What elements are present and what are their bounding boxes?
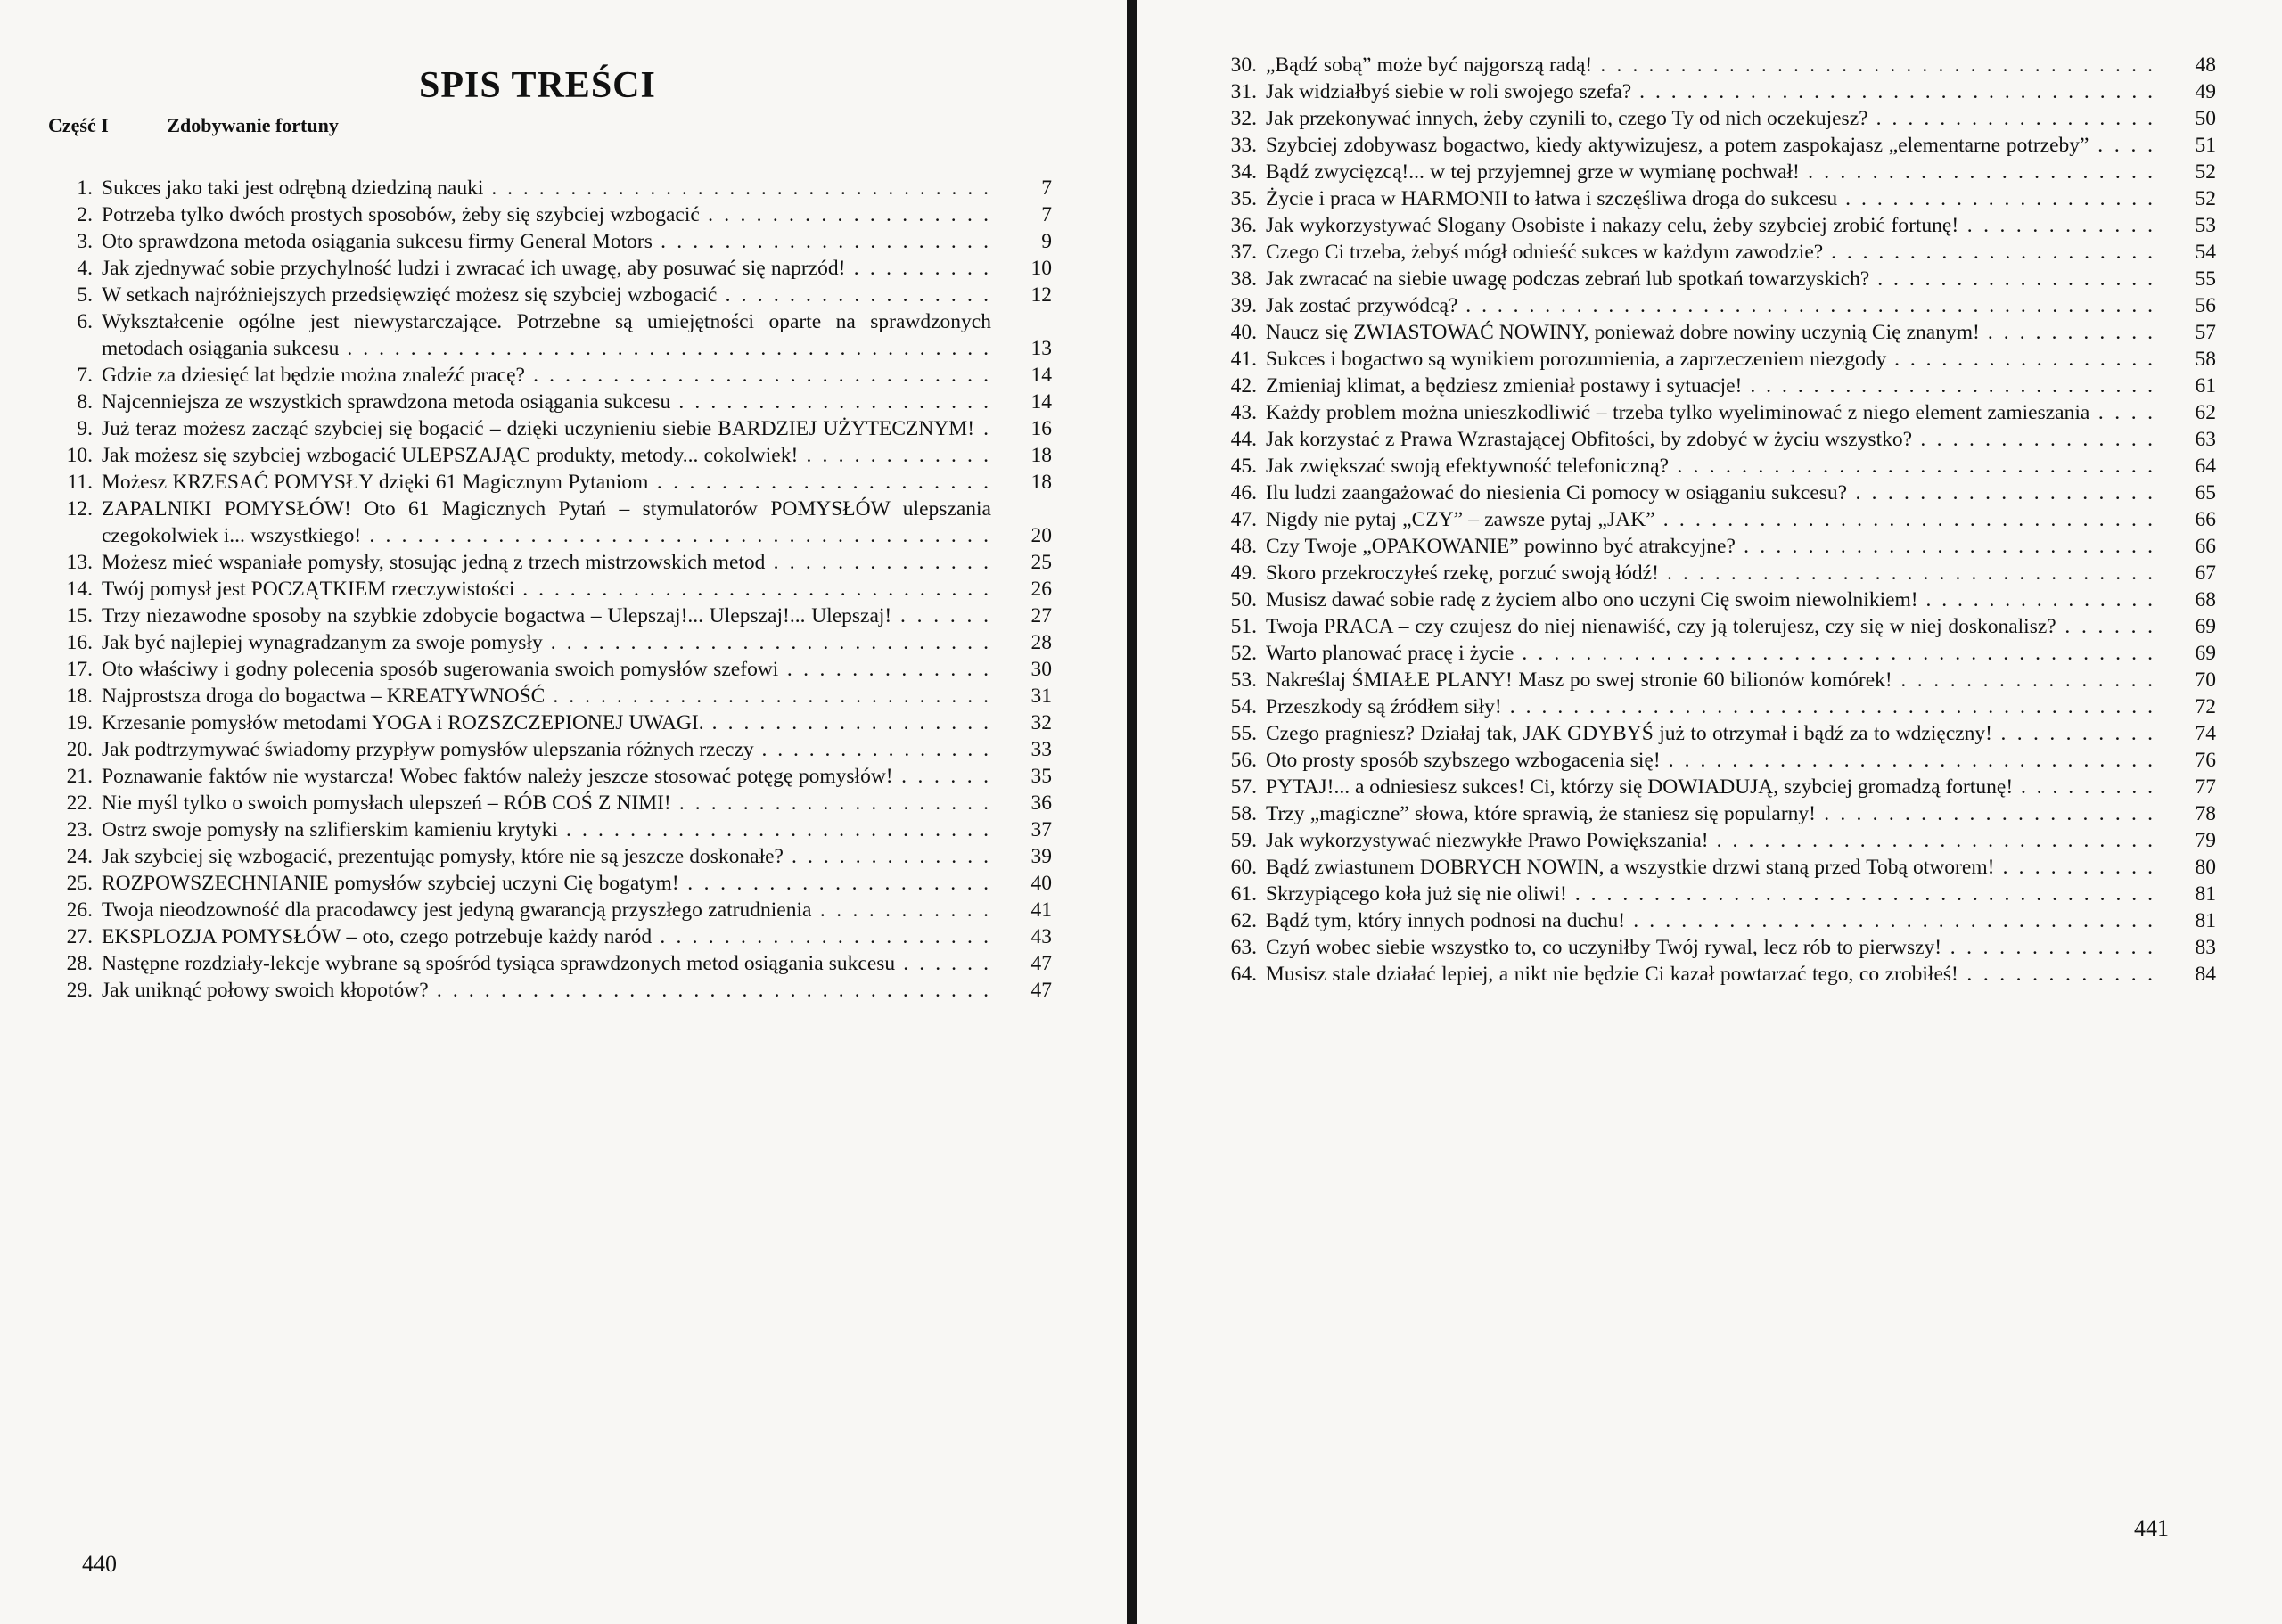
toc-entry (1212, 132, 2216, 159)
toc-entry-page: 14 (1030, 390, 1052, 414)
toc-entry-page: 26 (1030, 578, 1052, 601)
toc-entry-title: Skrzypiącego koła już się nie oliwi! . . . (1266, 881, 2155, 907)
toc-entry-number: 27. (66, 925, 93, 948)
toc-entry-page: 55 (2195, 267, 2216, 291)
toc-entry-title: Czy Twoje „OPAKOWANIE” powinno być atrakcyjne? . . . (1266, 533, 2155, 560)
toc-entry-title: Czyń wobec siebie wszystko to, co uczyniłby Twój rywal, lecz rób to pierwszy! . . . (1266, 934, 2155, 961)
toc-entry-page: 57 (2195, 321, 2216, 344)
toc-entry-title: Jak możesz się szybciej wzbogacić ULEPSZAJĄC produkty, metody... cokolwiek! . . . (102, 442, 991, 469)
toc-entry-title: Jak wykorzystywać niezwykłe Prawo Powiększania! . . . (1266, 827, 2155, 854)
toc-entry-page: 7 (1041, 203, 1052, 226)
toc-entry-title: Potrzeba tylko dwóch prostych sposobów, żeby się szybciej wzbogacić . . . (102, 201, 991, 228)
toc-entry-number: 59. (1230, 829, 1257, 852)
toc-entry-title: Skoro przekroczyłeś rzekę, porzuć swoją łódź! . . . (1266, 560, 2155, 586)
toc-entry (48, 255, 1052, 282)
toc-entry-title: Bądź tym, który innych podnosi na duchu! . . . (1266, 907, 2155, 934)
toc-entry-page: 50 (2195, 107, 2216, 130)
toc-entry-number: 38. (1230, 267, 1257, 291)
toc-entry-number: 5. (77, 283, 93, 307)
toc-entry-page: 10 (1030, 257, 1052, 280)
toc-entry (1212, 640, 2216, 667)
toc-entry-page: 81 (2195, 909, 2216, 932)
toc-entry (1212, 586, 2216, 613)
toc-entry (1212, 774, 2216, 800)
toc-entry-number: 28. (66, 952, 93, 975)
toc-entry-page: 47 (1030, 952, 1052, 975)
toc-entry-page: 49 (2195, 80, 2216, 103)
toc-entry (1212, 159, 2216, 185)
part-title: Zdobywanie fortuny (167, 114, 339, 136)
toc-entry-number: 12. (66, 497, 93, 521)
toc-entry-page: 28 (1030, 631, 1052, 654)
toc-entry-number: 19. (66, 711, 93, 734)
toc-entry (1212, 827, 2216, 854)
toc-entry-title: Jak uniknąć połowy swoich kłopotów? . . . (102, 977, 991, 1004)
toc-entry-title: Oto właściwy i godny polecenia sposób sugerowania swoich pomysłów szefowi . . . (102, 656, 991, 683)
toc-entry (48, 763, 1052, 790)
toc-entry-title: Czego Ci trzeba, żebyś mógł odnieść sukces w każdym zawodzie? . . . (1266, 239, 2155, 266)
toc-entry-number: 62. (1230, 909, 1257, 932)
toc-entry-page: 39 (1030, 845, 1052, 868)
toc-entry-title: Naucz się ZWIASTOWAĆ NOWINY, ponieważ dobre nowiny uczynią Cię znanym! . . . (1266, 319, 2155, 346)
toc-entry-page: 47 (1030, 979, 1052, 1002)
toc-entry-title: Jak korzystać z Prawa Wzrastającej Obfitości, by zdobyć w życiu wszystko? . . . (1266, 426, 2155, 453)
toc-entry-title: Najprostsza droga do bogactwa – KREATYWNOŚĆ . . . (102, 683, 991, 709)
page-number-right: 441 (2134, 1515, 2169, 1541)
toc-entry-page: 13 (1030, 337, 1052, 360)
toc-entry-number: 29. (66, 979, 93, 1002)
toc-entry-page: 79 (2195, 829, 2216, 852)
toc-entry (1212, 961, 2216, 988)
toc-entry (1212, 319, 2216, 346)
toc-entry-page: 51 (2195, 134, 2216, 157)
toc-entry (48, 442, 1052, 469)
toc-entry-page: 31 (1030, 685, 1052, 708)
toc-entry-page: 66 (2195, 535, 2216, 558)
toc-entry-title: Trzy niezawodne sposoby na szybkie zdobycie bogactwa – Ulepszaj!... Ulepszaj!... Ulepszaj! . . . (102, 603, 991, 629)
toc-entry-page: 20 (1030, 524, 1052, 547)
toc-entry-page: 83 (2195, 936, 2216, 959)
toc-entry-number: 14. (66, 578, 93, 601)
toc-entry-number: 42. (1230, 374, 1257, 398)
toc-entry (1212, 693, 2216, 720)
toc-entry (1212, 453, 2216, 480)
toc-entry-number: 54. (1230, 695, 1257, 718)
toc-entry-number: 35. (1230, 187, 1257, 210)
toc-entry-title: Nigdy nie pytaj „CZY” – zawsze pytaj „JAK” . . . (1266, 506, 2155, 533)
part-header (48, 114, 339, 137)
toc-entry (1212, 426, 2216, 453)
toc-entry-number: 32. (1230, 107, 1257, 130)
toc-entry-title: Jak zostać przywódcą? . . . (1266, 292, 2155, 319)
toc-entry (1212, 854, 2216, 881)
toc-entry (48, 816, 1052, 843)
page-title: SPIS TREŚCI (419, 65, 656, 106)
toc-entry (48, 870, 1052, 897)
toc-entry-number: 64. (1230, 963, 1257, 986)
toc-entry (48, 656, 1052, 683)
toc-entry (48, 923, 1052, 950)
toc-entry-number: 51. (1230, 615, 1257, 638)
toc-entry-title: Twoja PRACA – czy czujesz do niej nienawiść, czy ją tolerujesz, czy się w niej doskonalisz? . . . (1266, 613, 2155, 640)
toc-entry-title: Gdzie za dziesięć lat będzie można znaleźć pracę? . . . (102, 362, 991, 389)
toc-entry-page: 37 (1030, 818, 1052, 841)
toc-entry (1212, 78, 2216, 105)
toc-entry-page: 54 (2195, 241, 2216, 264)
toc-entry-number: 20. (66, 738, 93, 761)
toc-entry-title: Jak wykorzystywać Slogany Osobiste i nakazy celu, żeby szybciej zrobić fortunę! . . . (1266, 212, 2155, 239)
toc-entry-number: 63. (1230, 936, 1257, 959)
toc-entry-page: 41 (1030, 898, 1052, 922)
toc-entry-title: Jak zwiększać swoją efektywność telefoniczną? . . . (1266, 453, 2155, 480)
toc-entry-number: 16. (66, 631, 93, 654)
toc-entry-title: Przeszkody są źródłem siły! . . . (1266, 693, 2155, 720)
toc-entry-page: 61 (2195, 374, 2216, 398)
toc-entry-page: 27 (1030, 604, 1052, 627)
toc-entry (1212, 881, 2216, 907)
toc-entry-title: Najcenniejsza ze wszystkich sprawdzona metoda osiągania sukcesu . . . (102, 389, 991, 415)
toc-entry-title: Trzy „magiczne” słowa, które sprawią, że staniesz się popularny! . . . (1266, 800, 2155, 827)
toc-entry-number: 44. (1230, 428, 1257, 451)
toc-entry-page: 25 (1030, 551, 1052, 574)
toc-entry-title: Jak przekonywać innych, żeby czynili to, czego Ty od nich oczekujesz? . . . (1266, 105, 2155, 132)
toc-entry-number: 18. (66, 685, 93, 708)
toc-entry-number: 33. (1230, 134, 1257, 157)
toc-entry-title: Jak szybciej się wzbogacić, prezentując pomysły, które nie są jeszcze doskonałe? . . . (102, 843, 991, 870)
toc-entry-number: 56. (1230, 749, 1257, 772)
part-label: Część I (48, 114, 109, 136)
toc-entry-title: ROZPOWSZECHNIANIE pomysłów szybciej uczyni Cię bogatym! . . . (102, 870, 991, 897)
toc-entry-page: 68 (2195, 588, 2216, 611)
toc-entry (1212, 480, 2216, 506)
toc-entry-title: Nakreślaj ŚMIAŁE PLANY! Masz po swej stronie 60 bilionów komórek! . . . (1266, 667, 2155, 693)
page-number-left: 440 (82, 1551, 117, 1577)
toc-entry (48, 790, 1052, 816)
toc-entry-number: 40. (1230, 321, 1257, 344)
toc-entry-title: Sukces jako taki jest odrębną dziedziną nauki . . . (102, 175, 991, 201)
toc-entry-number: 45. (1230, 455, 1257, 478)
toc-entry (1212, 934, 2216, 961)
toc-entry-number: 52. (1230, 642, 1257, 665)
toc-entry-page: 74 (2195, 722, 2216, 745)
toc-entry-page: 36 (1030, 791, 1052, 815)
toc-entries-right (1212, 52, 2216, 988)
toc-entry-title: Oto sprawdzona metoda osiągania sukcesu firmy General Motors . . . (102, 228, 991, 255)
toc-entry (1212, 800, 2216, 827)
toc-entry-page: 66 (2195, 508, 2216, 531)
toc-entry-number: 46. (1230, 481, 1257, 504)
toc-entry-title: Ostrz swoje pomysły na szlifierskim kamieniu krytyki . . . (102, 816, 991, 843)
toc-entry-title: Bądź zwiastunem DOBRYCH NOWIN, a wszystkie drzwi staną przed Tobą otworem! . . . (1266, 854, 2155, 881)
toc-entry (48, 282, 1052, 308)
toc-entry-number: 24. (66, 845, 93, 868)
toc-entry (1212, 185, 2216, 212)
toc-entry-number: 30. (1230, 53, 1257, 77)
toc-entry-number: 13. (66, 551, 93, 574)
toc-entry-page: 32 (1030, 711, 1052, 734)
toc-entry (1212, 373, 2216, 399)
toc-entry (48, 897, 1052, 923)
book-gutter (1127, 0, 1137, 1624)
toc-entry-number: 25. (66, 872, 93, 895)
toc-entry-title: „Bądź sobą” może być najgorszą radą! . . . (1266, 52, 2155, 78)
toc-entry-page: 35 (1030, 765, 1052, 788)
toc-entry (1212, 667, 2216, 693)
toc-entry-title: PYTAJ!... a odniesiesz sukces! Ci, którzy się DOWIADUJĄ, szybciej gromadzą fortunę! . . . (1266, 774, 2155, 800)
toc-entry-number: 61. (1230, 882, 1257, 906)
toc-entry (48, 362, 1052, 389)
toc-entry-title: Następne rozdziały-lekcje wybrane są spośród tysiąca sprawdzonych metod osiągania sukcesu . . . (102, 950, 991, 977)
toc-entry-number: 7. (77, 364, 93, 387)
toc-entry-page: 7 (1041, 176, 1052, 200)
toc-entry-title: Jak zjednywać sobie przychylność ludzi i zwracać ich uwagę, aby posuwać się naprzód! . . . (102, 255, 991, 282)
toc-entry-title: Poznawanie faktów nie wystarcza! Wobec faktów należy jeszcze stosować potęgę pomysłów! . . . (102, 763, 991, 790)
toc-entry-page: 16 (1030, 417, 1052, 440)
toc-entry-title: Warto planować pracę i życie . . . (1266, 640, 2155, 667)
toc-entry-number: 23. (66, 818, 93, 841)
toc-entry-number: 22. (66, 791, 93, 815)
toc-entry (48, 603, 1052, 629)
toc-entry-title: Oto prosty sposób szybszego wzbogacenia się! . . . (1266, 747, 2155, 774)
toc-entry (1212, 105, 2216, 132)
toc-entry (48, 709, 1052, 736)
toc-entry-number: 2. (77, 203, 93, 226)
toc-entry (1212, 720, 2216, 747)
toc-entry-page: 70 (2195, 668, 2216, 692)
toc-entry-page: 14 (1030, 364, 1052, 387)
toc-entry-title: Życie i praca w HARMONII to łatwa i szczęśliwa droga do sukcesu . . . (1266, 185, 2155, 212)
toc-entry-page: 72 (2195, 695, 2216, 718)
toc-entry-page: 40 (1030, 872, 1052, 895)
toc-entry (1212, 292, 2216, 319)
toc-entry-number: 57. (1230, 775, 1257, 799)
toc-entries-left (48, 175, 1052, 1004)
toc-entry-page: 80 (2195, 856, 2216, 879)
toc-entry (1212, 747, 2216, 774)
toc-entry-number: 49. (1230, 562, 1257, 585)
toc-entry-number: 47. (1230, 508, 1257, 531)
toc-entry-title: Wykształcenie ogólne jest niewystarczające. Potrzebne są umiejętności oparte na sprawdzonych metodach osiągania sukcesu . . . (102, 308, 991, 362)
toc-entry-page: 76 (2195, 749, 2216, 772)
toc-entry-page: 18 (1030, 444, 1052, 467)
toc-entry (1212, 506, 2216, 533)
toc-entry-page: 78 (2195, 802, 2216, 825)
toc-entry-title: Musisz dawać sobie radę z życiem albo ono uczyni Cię swoim niewolnikiem! . . . (1266, 586, 2155, 613)
toc-entry-title: Twoja nieodzowność dla pracodawcy jest jedyną gwarancją przyszłego zatrudnienia . . . (102, 897, 991, 923)
toc-entry-title: Możesz mieć wspaniałe pomysły, stosując jedną z trzech mistrzowskich metod . . . (102, 549, 991, 576)
toc-entry-title: Musisz stale działać lepiej, a nikt nie będzie Ci kazał powtarzać tego, co zrobiłeś! . . . (1266, 961, 2155, 988)
toc-entry (48, 683, 1052, 709)
toc-entry-page: 30 (1030, 658, 1052, 681)
toc-entry-title: Krzesanie pomysłów metodami YOGA i ROZSZCZEPIONEJ UWAGI. . . . (102, 709, 991, 736)
toc-entry (48, 950, 1052, 977)
toc-entry-page: 62 (2195, 401, 2216, 424)
toc-entry (48, 175, 1052, 201)
toc-entry-number: 41. (1230, 348, 1257, 371)
toc-entry (48, 629, 1052, 656)
toc-entry-title: Bądź zwycięzcą!... w tej przyjemnej grze w wymianę pochwał! . . . (1266, 159, 2155, 185)
toc-entry-number: 8. (77, 390, 93, 414)
toc-entry-number: 3. (77, 230, 93, 253)
toc-entry-number: 39. (1230, 294, 1257, 317)
toc-entry-number: 60. (1230, 856, 1257, 879)
toc-entry (1212, 907, 2216, 934)
toc-entry (1212, 560, 2216, 586)
toc-entry-number: 15. (66, 604, 93, 627)
toc-entry (48, 576, 1052, 603)
toc-entry (48, 228, 1052, 255)
toc-entry-title: W setkach najróżniejszych przedsięwzięć możesz się szybciej wzbogacić . . . (102, 282, 991, 308)
toc-entry-title: Jak być najlepiej wynagradzanym za swoje pomysły . . . (102, 629, 991, 656)
toc-entry-title: Już teraz możesz zacząć szybciej się bogacić – dzięki uczynieniu siebie BARDZIEJ UŻYTECZNYM! . . . (102, 415, 991, 442)
toc-entry-number: 55. (1230, 722, 1257, 745)
toc-entry (48, 308, 1052, 362)
toc-entry-number: 4. (77, 257, 93, 280)
toc-entry-title: Zmieniaj klimat, a będziesz zmieniał postawy i sytuacje! . . . (1266, 373, 2155, 399)
toc-entry-page: 67 (2195, 562, 2216, 585)
toc-entry-page: 18 (1030, 471, 1052, 494)
toc-entry-page: 9 (1041, 230, 1052, 253)
toc-entry-title: Jak widziałbyś siebie w roli swojego szefa? . . . (1266, 78, 2155, 105)
toc-entry (1212, 533, 2216, 560)
toc-entry (48, 977, 1052, 1004)
toc-entry-page: 48 (2195, 53, 2216, 77)
toc-entry-page: 12 (1030, 283, 1052, 307)
toc-entry (1212, 52, 2216, 78)
toc-entry-title: Czego pragniesz? Działaj tak, JAK GDYBYŚ już to otrzymał i bądź za to wdzięczny! . . . (1266, 720, 2155, 747)
toc-entry-page: 81 (2195, 882, 2216, 906)
toc-entry-number: 11. (67, 471, 93, 494)
toc-entry-title: ZAPALNIKI POMYSŁÓW! Oto 61 Magicznych Pytań – stymulatorów POMYSŁÓW ulepszania czegokolwiek i... wszystkiego! . . . (102, 496, 991, 549)
toc-entry-number: 48. (1230, 535, 1257, 558)
toc-entry-number: 58. (1230, 802, 1257, 825)
toc-entry-title: Sukces i bogactwo są wynikiem porozumienia, a zaprzeczeniem niezgody . . . (1266, 346, 2155, 373)
toc-entry (1212, 239, 2216, 266)
toc-entry-page: 64 (2195, 455, 2216, 478)
toc-entry (1212, 266, 2216, 292)
toc-entry-page: 69 (2195, 615, 2216, 638)
toc-entry-number: 21. (66, 765, 93, 788)
toc-entry-page: 65 (2195, 481, 2216, 504)
toc-entry-number: 17. (66, 658, 93, 681)
toc-entry-title: Ilu ludzi zaangażować do niesienia Ci pomocy w osiąganiu sukcesu? . . . (1266, 480, 2155, 506)
toc-entry-number: 26. (66, 898, 93, 922)
toc-entry (48, 843, 1052, 870)
toc-entry-title: Każdy problem można unieszkodliwić – trzeba tylko wyeliminować z niego element zamieszania . . . (1266, 399, 2155, 426)
toc-entry-page: 69 (2195, 642, 2216, 665)
toc-entry-page: 56 (2195, 294, 2216, 317)
right-page (1137, 0, 2282, 1624)
toc-entry-number: 43. (1230, 401, 1257, 424)
toc-entry (48, 415, 1052, 442)
toc-entry (48, 496, 1052, 549)
toc-entry-page: 58 (2195, 348, 2216, 371)
toc-entry-page: 33 (1030, 738, 1052, 761)
toc-entry-page: 63 (2195, 428, 2216, 451)
left-page (0, 0, 1127, 1624)
toc-entry-title: Możesz KRZESAĆ POMYSŁY dzięki 61 Magicznym Pytaniom . . . (102, 469, 991, 496)
toc-entry-number: 34. (1230, 160, 1257, 184)
toc-entry-number: 31. (1230, 80, 1257, 103)
toc-entry (48, 469, 1052, 496)
toc-entry-number: 37. (1230, 241, 1257, 264)
toc-entry-number: 1. (77, 176, 93, 200)
toc-entry (1212, 399, 2216, 426)
toc-entry-number: 10. (66, 444, 93, 467)
toc-entry-page: 53 (2195, 214, 2216, 237)
toc-entry-page: 84 (2195, 963, 2216, 986)
toc-entry-title: Szybciej zdobywasz bogactwo, kiedy aktywizujesz, a potem zaspokajasz „elementarne potrzeby” . . . (1266, 132, 2155, 159)
toc-entry-title: EKSPLOZJA POMYSŁÓW – oto, czego potrzebuje każdy naród . . . (102, 923, 991, 950)
toc-entry-number: 6. (77, 310, 93, 333)
toc-entry (48, 549, 1052, 576)
toc-entry-page: 43 (1030, 925, 1052, 948)
toc-entry-title: Twój pomysł jest POCZĄTKIEM rzeczywistości . . . (102, 576, 991, 603)
toc-entry-number: 50. (1230, 588, 1257, 611)
toc-entry-number: 36. (1230, 214, 1257, 237)
toc-entry-page: 52 (2195, 160, 2216, 184)
toc-entry (48, 201, 1052, 228)
toc-entry-number: 53. (1230, 668, 1257, 692)
toc-entry-page: 77 (2195, 775, 2216, 799)
toc-entry-title: Jak zwracać na siebie uwagę podczas zebrań lub spotkań towarzyskich? . . . (1266, 266, 2155, 292)
toc-entry-page: 52 (2195, 187, 2216, 210)
toc-entry-title: Nie myśl tylko o swoich pomysłach ulepszeń – RÓB COŚ Z NIMI! . . . (102, 790, 991, 816)
toc-entry (48, 736, 1052, 763)
toc-entry-number: 9. (77, 417, 93, 440)
toc-entry (1212, 613, 2216, 640)
toc-entry (1212, 346, 2216, 373)
toc-entry-title: Jak podtrzymywać świadomy przypływ pomysłów ulepszania różnych rzeczy . . . (102, 736, 991, 763)
toc-entry (1212, 212, 2216, 239)
toc-entry (48, 389, 1052, 415)
